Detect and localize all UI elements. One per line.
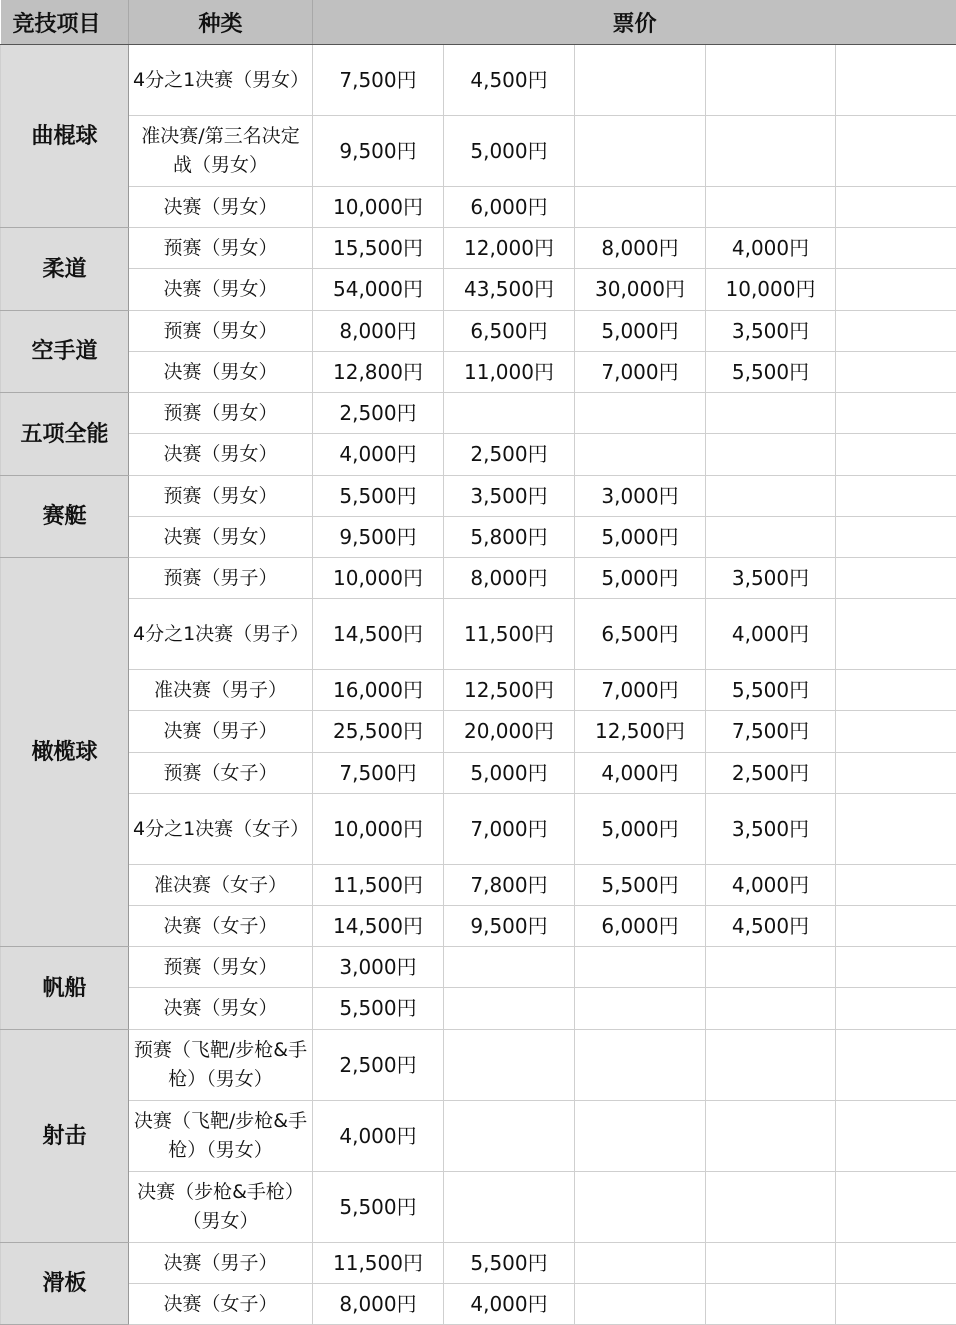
price-cell: 8,000円 <box>444 558 575 599</box>
header-price: 票价 <box>313 0 956 45</box>
empty-cell <box>836 599 956 670</box>
table-row <box>1 187 956 228</box>
price-cell: 3,500円 <box>706 311 836 352</box>
empty-cell <box>836 116 956 187</box>
event-kind: 预赛（男子） <box>129 558 313 599</box>
price-cell: 10,000円 <box>313 187 444 228</box>
price-cell: 3,500円 <box>706 558 836 599</box>
price-cell <box>575 1284 706 1325</box>
table-row <box>1 476 956 517</box>
price-cell: 7,000円 <box>575 352 706 393</box>
price-cell: 14,500円 <box>313 599 444 670</box>
price-cell: 54,000円 <box>313 269 444 311</box>
header-kind: 种类 <box>129 0 313 45</box>
price-cell: 12,500円 <box>444 670 575 711</box>
price-cell: 4,000円 <box>575 753 706 794</box>
price-cell: 4,000円 <box>313 434 444 476</box>
price-cell: 4,000円 <box>706 228 836 269</box>
event-kind: 决赛（男女） <box>129 517 313 558</box>
empty-cell <box>836 753 956 794</box>
price-cell: 12,500円 <box>575 711 706 753</box>
price-cell: 5,800円 <box>444 517 575 558</box>
price-cell: 4,500円 <box>706 906 836 947</box>
price-cell: 6,000円 <box>444 187 575 228</box>
event-kind: 4分之1决赛（女子） <box>129 794 313 865</box>
table-row <box>1 558 956 599</box>
event-kind: 预赛（女子） <box>129 753 313 794</box>
table-row <box>1 670 956 711</box>
event-kind: 预赛（男女） <box>129 476 313 517</box>
empty-cell <box>836 1101 956 1172</box>
table-row <box>1 517 956 558</box>
empty-cell <box>836 711 956 753</box>
empty-cell <box>836 1030 956 1101</box>
price-cell <box>575 988 706 1030</box>
price-cell: 14,500円 <box>313 906 444 947</box>
price-cell: 9,500円 <box>444 906 575 947</box>
event-kind: 决赛（男子） <box>129 711 313 753</box>
event-kind: 预赛（男女） <box>129 311 313 352</box>
event-kind: 准决赛/第三名决定战（男女） <box>129 116 313 187</box>
price-cell: 16,000円 <box>313 670 444 711</box>
price-cell: 7,000円 <box>444 794 575 865</box>
price-cell: 9,500円 <box>313 116 444 187</box>
price-cell: 5,000円 <box>575 311 706 352</box>
price-cell: 4,000円 <box>444 1284 575 1325</box>
price-cell: 5,000円 <box>575 794 706 865</box>
price-cell: 5,000円 <box>444 753 575 794</box>
event-kind: 决赛（男子） <box>129 1243 313 1284</box>
empty-cell <box>836 311 956 352</box>
event-kind: 决赛（女子） <box>129 1284 313 1325</box>
empty-cell <box>836 517 956 558</box>
empty-cell <box>836 434 956 476</box>
event-kind: 决赛（男女） <box>129 988 313 1030</box>
sport-name: 赛艇 <box>1 476 129 558</box>
price-cell <box>575 947 706 988</box>
sport-name: 五项全能 <box>1 393 129 476</box>
price-cell: 7,500円 <box>313 45 444 116</box>
price-cell <box>444 988 575 1030</box>
sport-name: 柔道 <box>1 228 129 311</box>
price-cell: 4,000円 <box>313 1101 444 1172</box>
header-sport: 竞技项目 <box>1 0 129 45</box>
price-cell <box>706 393 836 434</box>
table-row <box>1 1172 956 1243</box>
price-cell: 8,000円 <box>313 1284 444 1325</box>
table-row <box>1 434 956 476</box>
price-cell: 3,500円 <box>706 794 836 865</box>
event-kind: 准决赛（男子） <box>129 670 313 711</box>
event-kind: 预赛（男女） <box>129 393 313 434</box>
price-cell: 20,000円 <box>444 711 575 753</box>
sport-name: 空手道 <box>1 311 129 393</box>
price-cell <box>706 476 836 517</box>
table-row <box>1 794 956 865</box>
price-cell <box>706 517 836 558</box>
table-row <box>1 1030 956 1101</box>
price-cell: 12,000円 <box>444 228 575 269</box>
table-row <box>1 753 956 794</box>
price-cell: 5,500円 <box>444 1243 575 1284</box>
price-cell: 7,800円 <box>444 865 575 906</box>
event-kind: 4分之1决赛（男子） <box>129 599 313 670</box>
price-cell: 6,500円 <box>444 311 575 352</box>
table-row <box>1 1284 956 1325</box>
sport-name: 帆船 <box>1 947 129 1030</box>
price-cell <box>575 45 706 116</box>
price-cell <box>706 434 836 476</box>
price-cell: 30,000円 <box>575 269 706 311</box>
event-kind: 决赛（男女） <box>129 434 313 476</box>
price-cell: 10,000円 <box>313 794 444 865</box>
price-cell: 11,500円 <box>444 599 575 670</box>
price-cell: 43,500円 <box>444 269 575 311</box>
event-kind: 决赛（男女） <box>129 269 313 311</box>
price-cell <box>575 1172 706 1243</box>
empty-cell <box>836 794 956 865</box>
price-cell: 7,000円 <box>575 670 706 711</box>
price-cell: 5,000円 <box>575 558 706 599</box>
price-cell: 4,000円 <box>706 599 836 670</box>
price-cell: 3,500円 <box>444 476 575 517</box>
table-row <box>1 352 956 393</box>
table-row <box>1 599 956 670</box>
price-cell: 8,000円 <box>575 228 706 269</box>
table-row <box>1 311 956 352</box>
price-cell: 15,500円 <box>313 228 444 269</box>
sport-name: 射击 <box>1 1030 129 1243</box>
event-kind: 4分之1决赛（男女） <box>129 45 313 116</box>
price-cell <box>444 1030 575 1101</box>
sport-name: 滑板 <box>1 1243 129 1325</box>
event-kind: 决赛（男女） <box>129 187 313 228</box>
price-cell <box>444 1172 575 1243</box>
price-cell: 4,000円 <box>706 865 836 906</box>
sport-name: 曲棍球 <box>1 45 129 228</box>
empty-cell <box>836 558 956 599</box>
price-cell <box>575 187 706 228</box>
price-cell <box>706 1243 836 1284</box>
price-cell <box>575 116 706 187</box>
price-cell <box>706 1030 836 1101</box>
price-cell: 25,500円 <box>313 711 444 753</box>
price-cell: 3,000円 <box>575 476 706 517</box>
table-row <box>1 906 956 947</box>
price-cell <box>575 1243 706 1284</box>
event-kind: 预赛（男女） <box>129 228 313 269</box>
price-cell: 2,500円 <box>444 434 575 476</box>
empty-cell <box>836 988 956 1030</box>
price-cell: 10,000円 <box>313 558 444 599</box>
table-row <box>1 711 956 753</box>
table-row <box>1 269 956 311</box>
price-cell: 4,500円 <box>444 45 575 116</box>
event-kind: 决赛（女子） <box>129 906 313 947</box>
empty-cell <box>836 352 956 393</box>
price-cell: 12,800円 <box>313 352 444 393</box>
table-row <box>1 988 956 1030</box>
price-cell: 2,500円 <box>313 393 444 434</box>
event-kind: 预赛（男女） <box>129 947 313 988</box>
event-kind: 准决赛（女子） <box>129 865 313 906</box>
price-cell <box>706 1101 836 1172</box>
table-row <box>1 947 956 988</box>
price-cell: 3,000円 <box>313 947 444 988</box>
empty-cell <box>836 393 956 434</box>
empty-cell <box>836 476 956 517</box>
table-row <box>1 393 956 434</box>
header-row <box>1 0 956 45</box>
event-kind: 决赛（步枪&手枪）（男女） <box>129 1172 313 1243</box>
price-cell: 10,000円 <box>706 269 836 311</box>
empty-cell <box>836 947 956 988</box>
price-cell: 11,500円 <box>313 1243 444 1284</box>
table-row <box>1 228 956 269</box>
table-body <box>1 45 956 1325</box>
event-kind: 决赛（飞靶/步枪&手枪）（男女） <box>129 1101 313 1172</box>
empty-cell <box>836 269 956 311</box>
price-cell: 9,500円 <box>313 517 444 558</box>
price-cell: 7,500円 <box>313 753 444 794</box>
empty-cell <box>836 865 956 906</box>
price-cell: 8,000円 <box>313 311 444 352</box>
price-cell: 6,500円 <box>575 599 706 670</box>
price-cell: 5,500円 <box>313 476 444 517</box>
empty-cell <box>836 228 956 269</box>
price-cell <box>706 45 836 116</box>
table-row <box>1 45 956 116</box>
price-cell: 11,500円 <box>313 865 444 906</box>
table-row <box>1 865 956 906</box>
event-kind: 决赛（男女） <box>129 352 313 393</box>
event-kind: 预赛（飞靶/步枪&手枪）（男女） <box>129 1030 313 1101</box>
price-cell <box>444 393 575 434</box>
empty-cell <box>836 45 956 116</box>
price-cell: 2,500円 <box>313 1030 444 1101</box>
price-cell <box>575 393 706 434</box>
empty-cell <box>836 670 956 711</box>
empty-cell <box>836 187 956 228</box>
price-cell: 5,500円 <box>706 352 836 393</box>
table-row <box>1 1243 956 1284</box>
price-cell <box>706 1284 836 1325</box>
table-row <box>1 116 956 187</box>
empty-cell <box>836 1243 956 1284</box>
price-cell <box>575 434 706 476</box>
price-cell <box>444 1101 575 1172</box>
price-cell <box>575 1101 706 1172</box>
price-cell <box>706 988 836 1030</box>
empty-cell <box>836 1172 956 1243</box>
price-cell <box>706 1172 836 1243</box>
price-cell <box>575 1030 706 1101</box>
price-cell: 5,000円 <box>444 116 575 187</box>
price-cell <box>706 947 836 988</box>
sport-name: 橄榄球 <box>1 558 129 947</box>
price-cell: 5,500円 <box>313 988 444 1030</box>
price-cell: 5,500円 <box>706 670 836 711</box>
price-cell: 2,500円 <box>706 753 836 794</box>
table-row <box>1 1101 956 1172</box>
price-cell: 7,500円 <box>706 711 836 753</box>
price-cell <box>706 187 836 228</box>
price-cell: 11,000円 <box>444 352 575 393</box>
price-cell <box>706 116 836 187</box>
price-cell: 5,500円 <box>313 1172 444 1243</box>
price-cell: 5,500円 <box>575 865 706 906</box>
empty-cell <box>836 906 956 947</box>
price-cell <box>444 947 575 988</box>
price-cell: 5,000円 <box>575 517 706 558</box>
empty-cell <box>836 1284 956 1325</box>
price-cell: 6,000円 <box>575 906 706 947</box>
